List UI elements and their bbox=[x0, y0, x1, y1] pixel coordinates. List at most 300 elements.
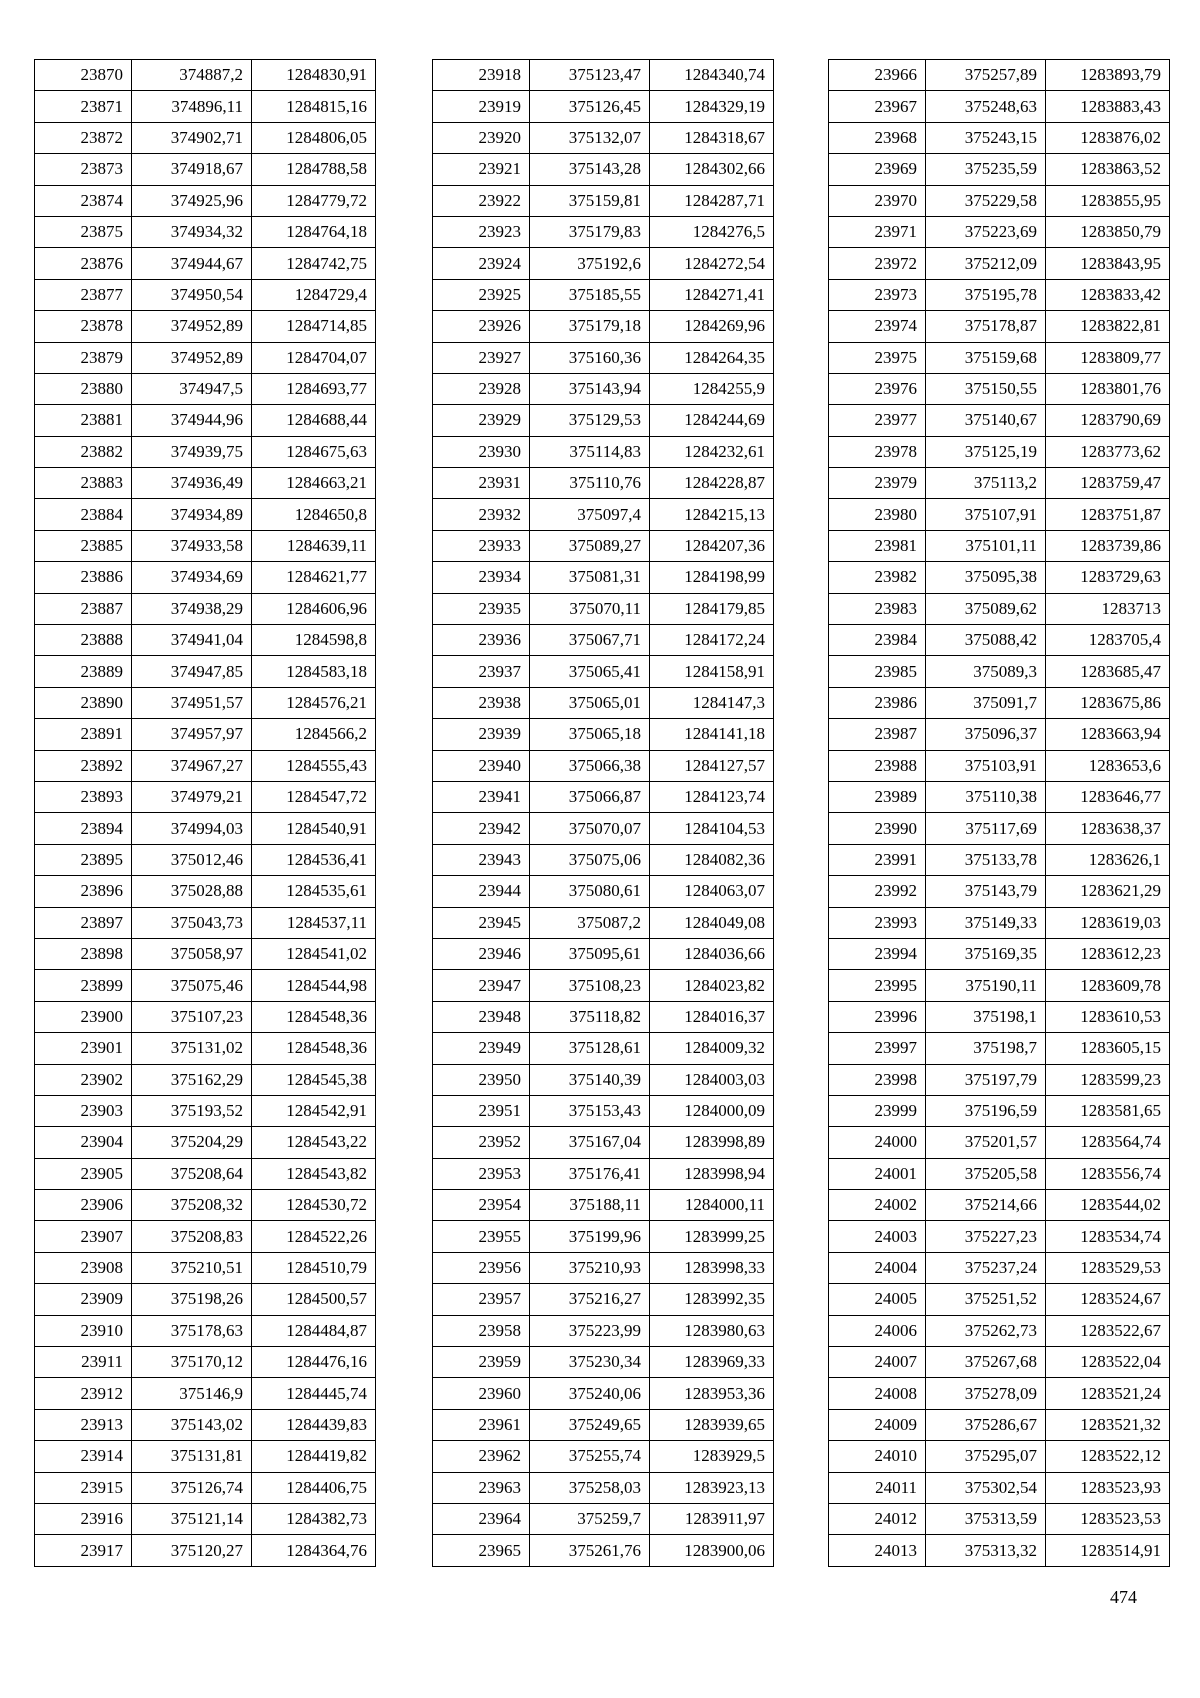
x-coordinate-cell: 375066,38 bbox=[530, 750, 650, 781]
x-coordinate-cell: 374934,69 bbox=[132, 562, 252, 593]
table-row bbox=[433, 1095, 774, 1126]
y-coordinate-cell: 1283773,62 bbox=[1046, 436, 1170, 467]
y-coordinate-cell: 1283619,03 bbox=[1046, 907, 1170, 938]
x-coordinate-cell: 375128,61 bbox=[530, 1033, 650, 1064]
y-coordinate-cell: 1283521,24 bbox=[1046, 1378, 1170, 1409]
point-number-cell: 24007 bbox=[829, 1347, 926, 1378]
y-coordinate-cell: 1284003,03 bbox=[650, 1064, 774, 1095]
table-row bbox=[829, 1347, 1170, 1378]
x-coordinate-cell: 375095,38 bbox=[926, 562, 1046, 593]
table-row bbox=[35, 216, 376, 247]
point-number-cell: 23901 bbox=[35, 1033, 132, 1064]
point-number-cell: 23877 bbox=[35, 279, 132, 310]
y-coordinate-cell: 1284543,82 bbox=[252, 1158, 376, 1189]
table-row bbox=[829, 311, 1170, 342]
point-number-cell: 23946 bbox=[433, 938, 530, 969]
y-coordinate-cell: 1284036,66 bbox=[650, 938, 774, 969]
y-coordinate-cell: 1284000,11 bbox=[650, 1190, 774, 1221]
point-number-cell: 23931 bbox=[433, 468, 530, 499]
x-coordinate-cell: 375261,76 bbox=[530, 1535, 650, 1566]
point-number-cell: 23933 bbox=[433, 530, 530, 561]
y-coordinate-cell: 1283581,65 bbox=[1046, 1095, 1170, 1126]
table-row bbox=[35, 1347, 376, 1378]
y-coordinate-cell: 1283751,87 bbox=[1046, 499, 1170, 530]
y-coordinate-cell: 1284302,66 bbox=[650, 154, 774, 185]
x-coordinate-cell: 375129,53 bbox=[530, 405, 650, 436]
y-coordinate-cell: 1284764,18 bbox=[252, 216, 376, 247]
point-number-cell: 23911 bbox=[35, 1347, 132, 1378]
y-coordinate-cell: 1284729,4 bbox=[252, 279, 376, 310]
point-number-cell: 23941 bbox=[433, 781, 530, 812]
x-coordinate-cell: 375089,27 bbox=[530, 530, 650, 561]
point-number-cell: 24012 bbox=[829, 1503, 926, 1534]
point-number-cell: 23996 bbox=[829, 1001, 926, 1032]
x-coordinate-cell: 375198,1 bbox=[926, 1001, 1046, 1032]
point-number-cell: 23939 bbox=[433, 719, 530, 750]
y-coordinate-cell: 1283999,25 bbox=[650, 1221, 774, 1252]
point-number-cell: 23907 bbox=[35, 1221, 132, 1252]
y-coordinate-cell: 1283599,23 bbox=[1046, 1064, 1170, 1095]
table-row bbox=[35, 311, 376, 342]
y-coordinate-cell: 1284000,09 bbox=[650, 1095, 774, 1126]
y-coordinate-cell: 1283850,79 bbox=[1046, 216, 1170, 247]
table-row bbox=[433, 1441, 774, 1472]
table-row bbox=[35, 279, 376, 310]
table-row bbox=[35, 342, 376, 373]
x-coordinate-cell: 374950,54 bbox=[132, 279, 252, 310]
table-row bbox=[433, 530, 774, 561]
point-number-cell: 23879 bbox=[35, 342, 132, 373]
y-coordinate-cell: 1284540,91 bbox=[252, 813, 376, 844]
x-coordinate-cell: 375153,43 bbox=[530, 1095, 650, 1126]
table-row bbox=[433, 405, 774, 436]
point-number-cell: 23913 bbox=[35, 1409, 132, 1440]
x-coordinate-cell: 374957,97 bbox=[132, 719, 252, 750]
point-number-cell: 23880 bbox=[35, 373, 132, 404]
point-number-cell: 23912 bbox=[35, 1378, 132, 1409]
point-number-cell: 23948 bbox=[433, 1001, 530, 1032]
x-coordinate-cell: 375089,3 bbox=[926, 656, 1046, 687]
table-row bbox=[433, 1127, 774, 1158]
x-coordinate-cell: 375131,81 bbox=[132, 1441, 252, 1472]
table-row bbox=[433, 593, 774, 624]
y-coordinate-cell: 1283522,12 bbox=[1046, 1441, 1170, 1472]
point-number-cell: 23981 bbox=[829, 530, 926, 561]
x-coordinate-cell: 375065,41 bbox=[530, 656, 650, 687]
point-number-cell: 24009 bbox=[829, 1409, 926, 1440]
table-row bbox=[35, 844, 376, 875]
table-row bbox=[35, 1252, 376, 1283]
y-coordinate-cell: 1283609,78 bbox=[1046, 970, 1170, 1001]
table-row bbox=[35, 593, 376, 624]
point-number-cell: 23891 bbox=[35, 719, 132, 750]
x-coordinate-cell: 375170,12 bbox=[132, 1347, 252, 1378]
x-coordinate-cell: 375313,59 bbox=[926, 1503, 1046, 1534]
point-number-cell: 23904 bbox=[35, 1127, 132, 1158]
point-number-cell: 23925 bbox=[433, 279, 530, 310]
point-number-cell: 23994 bbox=[829, 938, 926, 969]
x-coordinate-cell: 374918,67 bbox=[132, 154, 252, 185]
table-row bbox=[35, 1033, 376, 1064]
x-coordinate-cell: 375169,35 bbox=[926, 938, 1046, 969]
table-row bbox=[433, 436, 774, 467]
x-coordinate-cell: 375140,67 bbox=[926, 405, 1046, 436]
table-row bbox=[35, 1158, 376, 1189]
point-number-cell: 23970 bbox=[829, 185, 926, 216]
point-number-cell: 23989 bbox=[829, 781, 926, 812]
table-row bbox=[433, 1064, 774, 1095]
y-coordinate-cell: 1283556,74 bbox=[1046, 1158, 1170, 1189]
y-coordinate-cell: 1283876,02 bbox=[1046, 122, 1170, 153]
x-coordinate-cell: 375110,38 bbox=[926, 781, 1046, 812]
x-coordinate-cell: 375132,07 bbox=[530, 122, 650, 153]
x-coordinate-cell: 375243,15 bbox=[926, 122, 1046, 153]
x-coordinate-cell: 375201,57 bbox=[926, 1127, 1046, 1158]
point-number-cell: 23876 bbox=[35, 248, 132, 279]
x-coordinate-cell: 375205,58 bbox=[926, 1158, 1046, 1189]
y-coordinate-cell: 1284198,99 bbox=[650, 562, 774, 593]
y-coordinate-cell: 1283621,29 bbox=[1046, 876, 1170, 907]
point-number-cell: 23991 bbox=[829, 844, 926, 875]
x-coordinate-cell: 375230,34 bbox=[530, 1347, 650, 1378]
y-coordinate-cell: 1283923,13 bbox=[650, 1472, 774, 1503]
table-row bbox=[829, 1033, 1170, 1064]
y-coordinate-cell: 1283646,77 bbox=[1046, 781, 1170, 812]
x-coordinate-cell: 375197,79 bbox=[926, 1064, 1046, 1095]
y-coordinate-cell: 1283610,53 bbox=[1046, 1001, 1170, 1032]
y-coordinate-cell: 1284830,91 bbox=[252, 60, 376, 91]
point-number-cell: 23902 bbox=[35, 1064, 132, 1095]
point-number-cell: 23906 bbox=[35, 1190, 132, 1221]
y-coordinate-cell: 1284500,57 bbox=[252, 1284, 376, 1315]
x-coordinate-cell: 375149,33 bbox=[926, 907, 1046, 938]
point-number-cell: 23928 bbox=[433, 373, 530, 404]
y-coordinate-cell: 1284621,77 bbox=[252, 562, 376, 593]
y-coordinate-cell: 1284340,74 bbox=[650, 60, 774, 91]
y-coordinate-cell: 1283544,02 bbox=[1046, 1190, 1170, 1221]
point-number-cell: 23988 bbox=[829, 750, 926, 781]
x-coordinate-cell: 375251,52 bbox=[926, 1284, 1046, 1315]
point-number-cell: 23926 bbox=[433, 311, 530, 342]
x-coordinate-cell: 375065,01 bbox=[530, 687, 650, 718]
point-number-cell: 23963 bbox=[433, 1472, 530, 1503]
point-number-cell: 23886 bbox=[35, 562, 132, 593]
point-number-cell: 23976 bbox=[829, 373, 926, 404]
y-coordinate-cell: 1283863,52 bbox=[1046, 154, 1170, 185]
x-coordinate-cell: 375208,64 bbox=[132, 1158, 252, 1189]
point-number-cell: 23892 bbox=[35, 750, 132, 781]
x-coordinate-cell: 375143,02 bbox=[132, 1409, 252, 1440]
point-number-cell: 23969 bbox=[829, 154, 926, 185]
table-row bbox=[829, 248, 1170, 279]
y-coordinate-cell: 1284147,3 bbox=[650, 687, 774, 718]
y-coordinate-cell: 1283523,93 bbox=[1046, 1472, 1170, 1503]
point-number-cell: 23929 bbox=[433, 405, 530, 436]
point-number-cell: 24003 bbox=[829, 1221, 926, 1252]
point-number-cell: 23905 bbox=[35, 1158, 132, 1189]
point-number-cell: 23871 bbox=[35, 91, 132, 122]
y-coordinate-cell: 1283663,94 bbox=[1046, 719, 1170, 750]
point-number-cell: 23882 bbox=[35, 436, 132, 467]
point-number-cell: 23953 bbox=[433, 1158, 530, 1189]
table-row bbox=[433, 844, 774, 875]
x-coordinate-cell: 375259,7 bbox=[530, 1503, 650, 1534]
y-coordinate-cell: 1284650,8 bbox=[252, 499, 376, 530]
table-row bbox=[35, 436, 376, 467]
x-coordinate-cell: 375162,29 bbox=[132, 1064, 252, 1095]
table-row bbox=[433, 781, 774, 812]
y-coordinate-cell: 1284639,11 bbox=[252, 530, 376, 561]
x-coordinate-cell: 375176,41 bbox=[530, 1158, 650, 1189]
x-coordinate-cell: 375121,14 bbox=[132, 1503, 252, 1534]
point-number-cell: 23870 bbox=[35, 60, 132, 91]
y-coordinate-cell: 1284542,91 bbox=[252, 1095, 376, 1126]
x-coordinate-cell: 375080,61 bbox=[530, 876, 650, 907]
point-number-cell: 23924 bbox=[433, 248, 530, 279]
table-row bbox=[829, 373, 1170, 404]
table-row bbox=[35, 60, 376, 91]
x-coordinate-cell: 375257,89 bbox=[926, 60, 1046, 91]
table-row bbox=[35, 1378, 376, 1409]
point-number-cell: 24004 bbox=[829, 1252, 926, 1283]
y-coordinate-cell: 1284675,63 bbox=[252, 436, 376, 467]
table-row bbox=[829, 1503, 1170, 1534]
x-coordinate-cell: 375267,68 bbox=[926, 1347, 1046, 1378]
table-row bbox=[433, 907, 774, 938]
y-coordinate-cell: 1283521,32 bbox=[1046, 1409, 1170, 1440]
y-coordinate-cell: 1284606,96 bbox=[252, 593, 376, 624]
x-coordinate-cell: 375097,4 bbox=[530, 499, 650, 530]
point-number-cell: 23888 bbox=[35, 625, 132, 656]
x-coordinate-cell: 375255,74 bbox=[530, 1441, 650, 1472]
point-number-cell: 23920 bbox=[433, 122, 530, 153]
table-row bbox=[433, 1221, 774, 1252]
table-row bbox=[35, 1001, 376, 1032]
x-coordinate-cell: 375126,74 bbox=[132, 1472, 252, 1503]
y-coordinate-cell: 1284548,36 bbox=[252, 1033, 376, 1064]
y-coordinate-cell: 1284104,53 bbox=[650, 813, 774, 844]
table-row bbox=[35, 876, 376, 907]
table-row bbox=[35, 1095, 376, 1126]
table-row bbox=[433, 719, 774, 750]
table-row bbox=[829, 91, 1170, 122]
point-number-cell: 23917 bbox=[35, 1535, 132, 1566]
x-coordinate-cell: 375118,82 bbox=[530, 1001, 650, 1032]
point-number-cell: 23974 bbox=[829, 311, 926, 342]
table-row bbox=[35, 185, 376, 216]
y-coordinate-cell: 1283992,35 bbox=[650, 1284, 774, 1315]
y-coordinate-cell: 1284693,77 bbox=[252, 373, 376, 404]
point-number-cell: 23962 bbox=[433, 1441, 530, 1472]
coordinates-table-1 bbox=[34, 59, 376, 1567]
table-row bbox=[433, 468, 774, 499]
x-coordinate-cell: 374941,04 bbox=[132, 625, 252, 656]
x-coordinate-cell: 374944,67 bbox=[132, 248, 252, 279]
x-coordinate-cell: 375140,39 bbox=[530, 1064, 650, 1095]
table-row bbox=[829, 530, 1170, 561]
x-coordinate-cell: 375223,69 bbox=[926, 216, 1046, 247]
y-coordinate-cell: 1284023,82 bbox=[650, 970, 774, 1001]
table-row bbox=[829, 656, 1170, 687]
y-coordinate-cell: 1284016,37 bbox=[650, 1001, 774, 1032]
y-coordinate-cell: 1283612,23 bbox=[1046, 938, 1170, 969]
point-number-cell: 23873 bbox=[35, 154, 132, 185]
table-row bbox=[35, 938, 376, 969]
point-number-cell: 23958 bbox=[433, 1315, 530, 1346]
x-coordinate-cell: 375248,63 bbox=[926, 91, 1046, 122]
y-coordinate-cell: 1283739,86 bbox=[1046, 530, 1170, 561]
y-coordinate-cell: 1283980,63 bbox=[650, 1315, 774, 1346]
point-number-cell: 23954 bbox=[433, 1190, 530, 1221]
x-coordinate-cell: 375150,55 bbox=[926, 373, 1046, 404]
point-number-cell: 23968 bbox=[829, 122, 926, 153]
y-coordinate-cell: 1283638,37 bbox=[1046, 813, 1170, 844]
table-row bbox=[35, 970, 376, 1001]
y-coordinate-cell: 1284287,71 bbox=[650, 185, 774, 216]
x-coordinate-cell: 375123,47 bbox=[530, 60, 650, 91]
point-number-cell: 23944 bbox=[433, 876, 530, 907]
point-number-cell: 23875 bbox=[35, 216, 132, 247]
x-coordinate-cell: 375216,27 bbox=[530, 1284, 650, 1315]
y-coordinate-cell: 1284547,72 bbox=[252, 781, 376, 812]
point-number-cell: 23914 bbox=[35, 1441, 132, 1472]
point-number-cell: 23934 bbox=[433, 562, 530, 593]
y-coordinate-cell: 1283822,81 bbox=[1046, 311, 1170, 342]
y-coordinate-cell: 1284545,38 bbox=[252, 1064, 376, 1095]
table-row bbox=[829, 1158, 1170, 1189]
table-row bbox=[829, 750, 1170, 781]
y-coordinate-cell: 1284742,75 bbox=[252, 248, 376, 279]
table-row bbox=[35, 530, 376, 561]
x-coordinate-cell: 375095,61 bbox=[530, 938, 650, 969]
table-row bbox=[829, 342, 1170, 373]
point-number-cell: 23943 bbox=[433, 844, 530, 875]
x-coordinate-cell: 375208,32 bbox=[132, 1190, 252, 1221]
y-coordinate-cell: 1284806,05 bbox=[252, 122, 376, 153]
x-coordinate-cell: 375107,91 bbox=[926, 499, 1046, 530]
x-coordinate-cell: 374902,71 bbox=[132, 122, 252, 153]
table-row bbox=[829, 1190, 1170, 1221]
table-row bbox=[829, 185, 1170, 216]
point-number-cell: 23973 bbox=[829, 279, 926, 310]
y-coordinate-cell: 1283953,36 bbox=[650, 1378, 774, 1409]
y-coordinate-cell: 1284244,69 bbox=[650, 405, 774, 436]
point-number-cell: 23903 bbox=[35, 1095, 132, 1126]
point-number-cell: 24010 bbox=[829, 1441, 926, 1472]
y-coordinate-cell: 1284276,5 bbox=[650, 216, 774, 247]
y-coordinate-cell: 1284318,67 bbox=[650, 122, 774, 153]
y-coordinate-cell: 1284566,2 bbox=[252, 719, 376, 750]
table-row bbox=[433, 1409, 774, 1440]
point-number-cell: 24008 bbox=[829, 1378, 926, 1409]
table-row bbox=[433, 373, 774, 404]
x-coordinate-cell: 375188,11 bbox=[530, 1190, 650, 1221]
point-number-cell: 23887 bbox=[35, 593, 132, 624]
point-number-cell: 24002 bbox=[829, 1190, 926, 1221]
y-coordinate-cell: 1284704,07 bbox=[252, 342, 376, 373]
y-coordinate-cell: 1284788,58 bbox=[252, 154, 376, 185]
x-coordinate-cell: 374947,5 bbox=[132, 373, 252, 404]
x-coordinate-cell: 374934,32 bbox=[132, 216, 252, 247]
table-row bbox=[433, 656, 774, 687]
table-row bbox=[35, 91, 376, 122]
y-coordinate-cell: 1284419,82 bbox=[252, 1441, 376, 1472]
point-number-cell: 23999 bbox=[829, 1095, 926, 1126]
x-coordinate-cell: 375114,83 bbox=[530, 436, 650, 467]
x-coordinate-cell: 375249,65 bbox=[530, 1409, 650, 1440]
point-number-cell: 23938 bbox=[433, 687, 530, 718]
table-row bbox=[433, 687, 774, 718]
y-coordinate-cell: 1283705,4 bbox=[1046, 625, 1170, 656]
table-row bbox=[829, 1064, 1170, 1095]
x-coordinate-cell: 375214,66 bbox=[926, 1190, 1046, 1221]
y-coordinate-cell: 1284688,44 bbox=[252, 405, 376, 436]
table-row bbox=[433, 938, 774, 969]
x-coordinate-cell: 375212,09 bbox=[926, 248, 1046, 279]
x-coordinate-cell: 375286,67 bbox=[926, 1409, 1046, 1440]
y-coordinate-cell: 1283713 bbox=[1046, 593, 1170, 624]
table-row bbox=[433, 185, 774, 216]
point-number-cell: 23995 bbox=[829, 970, 926, 1001]
table-row bbox=[35, 1221, 376, 1252]
x-coordinate-cell: 375070,07 bbox=[530, 813, 650, 844]
point-number-cell: 23990 bbox=[829, 813, 926, 844]
y-coordinate-cell: 1283729,63 bbox=[1046, 562, 1170, 593]
table-row bbox=[35, 1535, 376, 1566]
y-coordinate-cell: 1283998,89 bbox=[650, 1127, 774, 1158]
table-row bbox=[829, 907, 1170, 938]
point-number-cell: 23961 bbox=[433, 1409, 530, 1440]
table-row bbox=[829, 122, 1170, 153]
point-number-cell: 23977 bbox=[829, 405, 926, 436]
point-number-cell: 23984 bbox=[829, 625, 926, 656]
point-number-cell: 24000 bbox=[829, 1127, 926, 1158]
table-row bbox=[35, 687, 376, 718]
table-row bbox=[433, 342, 774, 373]
y-coordinate-cell: 1284535,61 bbox=[252, 876, 376, 907]
x-coordinate-cell: 375195,78 bbox=[926, 279, 1046, 310]
y-coordinate-cell: 1284172,24 bbox=[650, 625, 774, 656]
table-row bbox=[433, 122, 774, 153]
y-coordinate-cell: 1283523,53 bbox=[1046, 1503, 1170, 1534]
x-coordinate-cell: 375295,07 bbox=[926, 1441, 1046, 1472]
point-number-cell: 23910 bbox=[35, 1315, 132, 1346]
point-number-cell: 23915 bbox=[35, 1472, 132, 1503]
table-row bbox=[829, 1535, 1170, 1566]
y-coordinate-cell: 1284232,61 bbox=[650, 436, 774, 467]
table-row bbox=[35, 1190, 376, 1221]
x-coordinate-cell: 375070,11 bbox=[530, 593, 650, 624]
table-row bbox=[829, 1441, 1170, 1472]
y-coordinate-cell: 1284663,21 bbox=[252, 468, 376, 499]
x-coordinate-cell: 375120,27 bbox=[132, 1535, 252, 1566]
x-coordinate-cell: 374952,89 bbox=[132, 342, 252, 373]
x-coordinate-cell: 374934,89 bbox=[132, 499, 252, 530]
y-coordinate-cell: 1284063,07 bbox=[650, 876, 774, 907]
y-coordinate-cell: 1284548,36 bbox=[252, 1001, 376, 1032]
table-row bbox=[35, 1503, 376, 1534]
point-number-cell: 24006 bbox=[829, 1315, 926, 1346]
point-number-cell: 23927 bbox=[433, 342, 530, 373]
y-coordinate-cell: 1284536,41 bbox=[252, 844, 376, 875]
point-number-cell: 23899 bbox=[35, 970, 132, 1001]
x-coordinate-cell: 375087,2 bbox=[530, 907, 650, 938]
x-coordinate-cell: 375012,46 bbox=[132, 844, 252, 875]
table-row bbox=[829, 1378, 1170, 1409]
table-row bbox=[433, 1378, 774, 1409]
table-row bbox=[433, 248, 774, 279]
table-row bbox=[829, 1127, 1170, 1158]
